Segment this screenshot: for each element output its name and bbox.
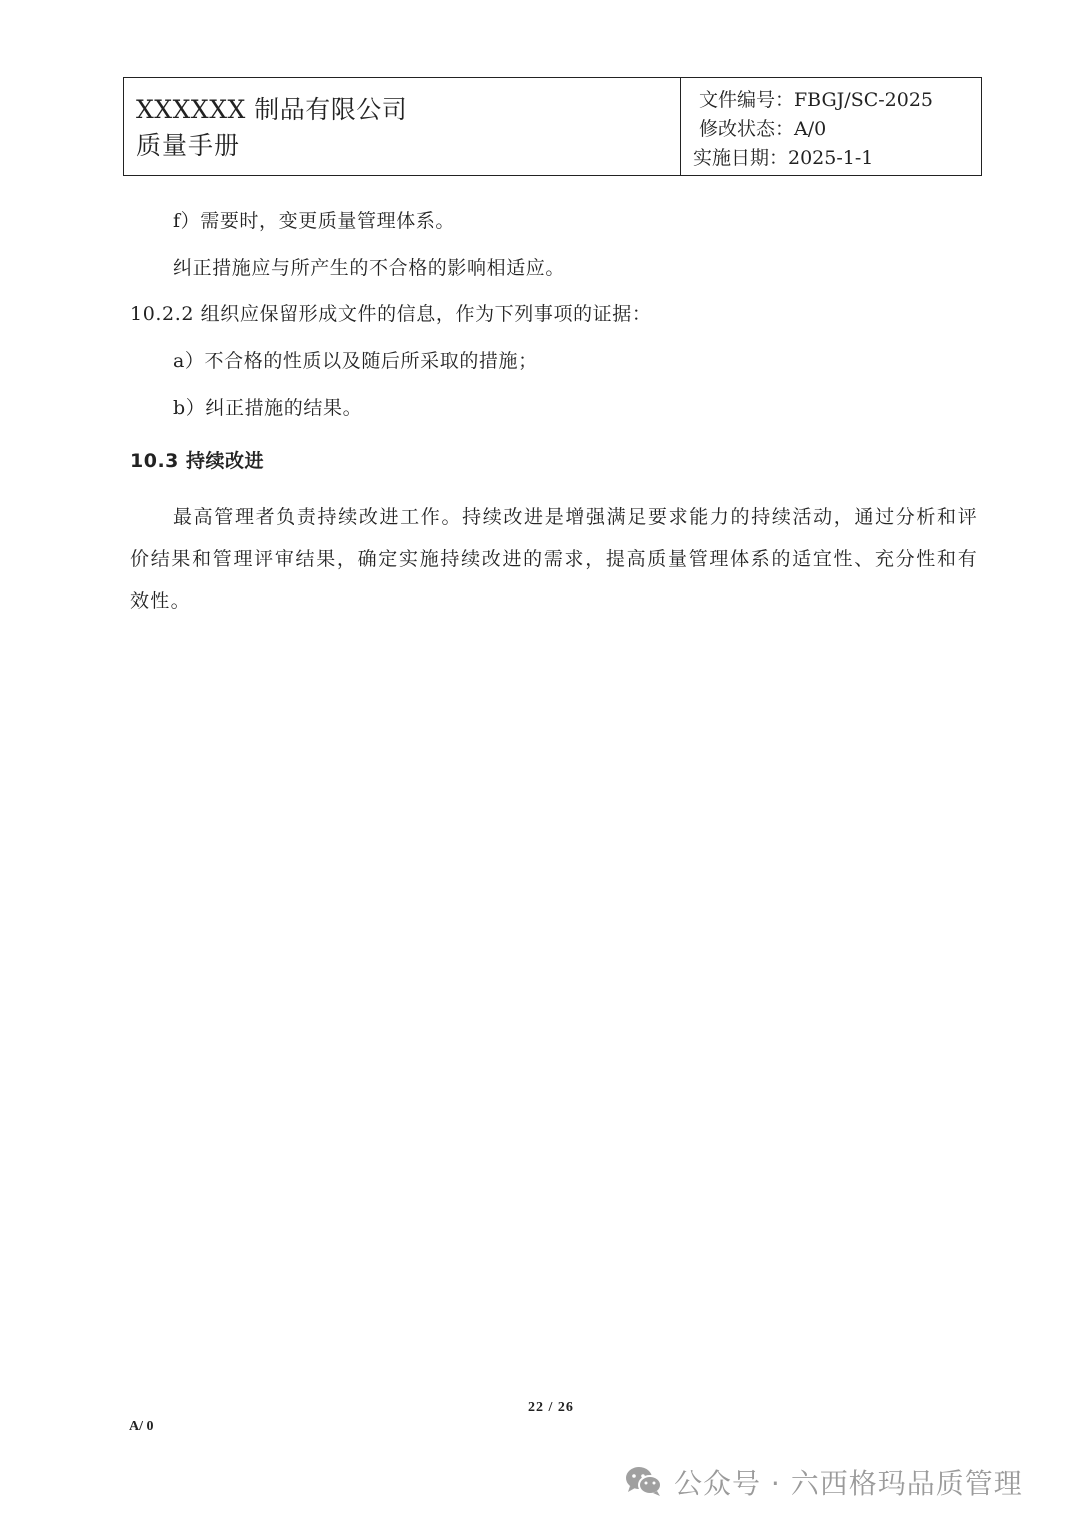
company-name: XXXXXX 制品有限公司 xyxy=(136,95,408,124)
doc-number: 文件编号：FBGJ/SC-2025 xyxy=(699,89,934,111)
header-left-cell xyxy=(124,78,681,175)
document-header xyxy=(123,77,982,176)
paragraph-10-3: 最高管理者负责持续改进工作。持续改进是增强满足要求能力的持续活动，通过分析和评价结果和管理评审结果，确定实施持续改进的需求，提高质量管理体系的适宜性、充分性和有效性。 xyxy=(130,506,978,612)
effective-date: 实施日期：2025-1-1 xyxy=(693,147,874,169)
clause-10-2-2: 10.2.2 组织应保留形成文件的信息，作为下列事项的证据： xyxy=(130,303,652,325)
list-item-b: b）纠正措施的结果。 xyxy=(173,397,363,419)
list-item-f: f）需要时，变更质量管理体系。 xyxy=(173,210,456,232)
watermark xyxy=(624,1462,1023,1502)
header-right-cell xyxy=(681,78,981,175)
page-number: 22 / 26 xyxy=(528,1400,574,1415)
watermark-text: 公众号 · 六西格玛品质管理 xyxy=(674,1467,1023,1500)
wechat-icon xyxy=(624,1465,664,1499)
corrective-note: 纠正措施应与所产生的不合格的影响相适应。 xyxy=(173,257,566,279)
revision-status: 修改状态：A/0 xyxy=(699,118,827,140)
manual-title: 质量手册 xyxy=(136,131,241,160)
footer-version: A/ 0 xyxy=(129,1419,154,1434)
section-heading-10-3: 10.3 持续改进 xyxy=(130,450,264,472)
list-item-a: a）不合格的性质以及随后所采取的措施； xyxy=(173,350,538,372)
